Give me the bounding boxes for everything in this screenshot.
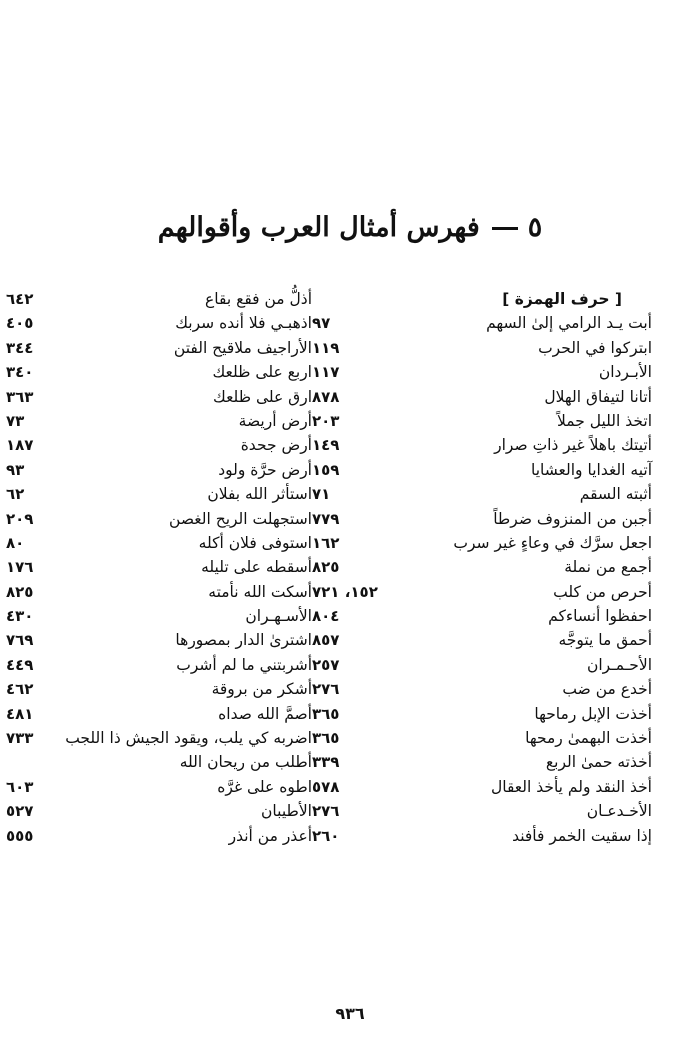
entry-page: ٤٨١ <box>6 704 34 723</box>
entry-page: ٢٠٩ <box>6 509 34 528</box>
letter-heading <box>352 287 652 311</box>
entry-text: أخذته حمىٰ الربع <box>545 753 652 772</box>
entry-page: ١٤٩ <box>312 436 340 455</box>
entry-page: ٣٣٩ <box>312 753 340 772</box>
index-entry <box>312 775 652 799</box>
index-entry <box>6 653 312 677</box>
entry-text: آتيه الغدايا والعشايا <box>530 460 652 479</box>
entry-text: أرض أريضة <box>238 411 312 430</box>
index-entry <box>6 360 312 384</box>
index-entry <box>312 726 652 750</box>
entry-page: ١٨٧ <box>6 436 34 455</box>
entry-page: ٤٤٩ <box>6 655 34 674</box>
index-entry <box>312 336 652 360</box>
index-entry <box>6 287 312 311</box>
entry-page: ٧١ <box>312 485 331 504</box>
entry-page: ٤٦٢ <box>6 680 34 699</box>
entry-page: ٢٧٦ <box>312 680 340 699</box>
entry-page: ٩٧ <box>312 314 331 333</box>
index-entry <box>312 311 652 335</box>
index-entry <box>312 628 652 652</box>
entry-page: ١٥٩ <box>312 460 340 479</box>
entry-text: أحمق ما يتوجَّه <box>558 631 652 650</box>
index-entry <box>6 580 312 604</box>
entry-text: اشترىٰ الدار بمصورها <box>175 631 312 650</box>
index-column-right <box>312 287 652 848</box>
entry-page: ٨٠٤ <box>312 607 340 626</box>
entry-text: الأطيبان <box>261 802 312 821</box>
index-entry <box>6 482 312 506</box>
entry-page: ٢٦٠ <box>312 826 340 845</box>
entry-text: أخذت البهمىٰ رمحها <box>525 729 652 748</box>
index-entry <box>312 531 652 555</box>
entry-page: ٣٦٣ <box>6 387 34 406</box>
index-entry <box>6 799 312 823</box>
entry-page: ٣٤٤ <box>6 338 34 357</box>
entry-text: أذلُّ من فقع بقاع <box>205 290 312 308</box>
entry-page: ٨٥٧ <box>312 631 340 650</box>
entry-text: ابتركوا في الحرب <box>538 338 652 357</box>
entry-text: أتانا لتيفاق الهلال <box>544 387 652 406</box>
entry-page: ١٦٢ <box>312 533 340 552</box>
entry-page: ٨٠ <box>6 533 25 552</box>
entry-page: ١٧٦ <box>6 558 34 577</box>
index-entry <box>312 580 652 604</box>
entry-text: أشربتني ما لم أشرب <box>176 655 312 674</box>
index-entry <box>312 677 652 701</box>
entry-page: ٧٣٣ <box>6 729 34 748</box>
entry-text: أخدع من ضب <box>562 680 652 699</box>
entry-page: ٧٦٩ <box>6 631 34 650</box>
entry-page: ٥٧٨ <box>312 777 340 796</box>
entry-text: أطلب من ريحان الله <box>179 753 312 772</box>
entry-text: أجمع من نملة <box>564 558 652 577</box>
index-entry <box>6 555 312 579</box>
entry-text: اطوه على غرَّه <box>217 777 312 796</box>
index-entry <box>6 604 312 628</box>
entry-text: أرض جحدة <box>240 436 312 455</box>
entry-text: اذهبـي فلا أنده سربك <box>175 314 312 333</box>
entry-page: ٤٠٥ <box>6 314 34 333</box>
index-entry <box>312 507 652 531</box>
entry-text: أرض حرَّة ولود <box>218 460 312 479</box>
index-entry <box>6 433 312 457</box>
title-dash <box>492 227 518 230</box>
letter-heading-text: [ حرف الهمزة ] <box>502 290 622 308</box>
entry-text: الأراجيف ملاقيح الفتن <box>173 338 312 357</box>
index-entry <box>312 702 652 726</box>
entry-text: إذا سقيت الخمر فأفند <box>512 826 652 845</box>
entry-text: أثبته السقم <box>579 485 652 504</box>
entry-page: ٤٣٠ <box>6 607 34 626</box>
entry-text: أجبن من المنزوف ضرطاً <box>493 509 652 528</box>
entry-text: استأثر الله بفلان <box>207 485 312 504</box>
entry-page: ٦٢ <box>6 485 25 504</box>
entry-text: الأسـهـران <box>245 607 312 626</box>
index-entry <box>312 604 652 628</box>
entry-page: ٦٤٢ <box>6 290 34 308</box>
entry-page: ١٥٢، ٧٢١ <box>312 582 378 601</box>
entry-text: أصمَّ الله صداه <box>218 704 312 723</box>
entry-text: أحرص من كلب <box>553 582 652 601</box>
entry-page: ٧٣ <box>6 411 25 430</box>
entry-text: احفظوا أنساءكم <box>548 607 652 626</box>
index-column-left <box>6 287 312 848</box>
title-text: فهرس أمثال العرب وأقوالهم <box>157 212 480 243</box>
entry-text: أخذت الإبل رماحها <box>534 704 652 723</box>
entry-text: أبت يـد الرامي إلىٰ السهم <box>486 314 652 333</box>
entry-page: ٢٥٧ <box>312 655 340 674</box>
index-entry <box>6 824 312 848</box>
entry-text: الأخـدعـان <box>586 802 652 821</box>
entry-page: ٦٠٣ <box>6 777 34 796</box>
index-entry <box>312 750 652 774</box>
entry-text: أتيتك باهلاً غير ذاتِ صرار <box>494 436 652 455</box>
entry-page: ١١٩ <box>312 338 340 357</box>
entry-page: ٥٢٧ <box>6 802 34 821</box>
index-entry <box>6 628 312 652</box>
page-number: ٩٣٦ <box>335 1004 365 1023</box>
index-entry <box>6 726 312 750</box>
entry-page: ٥٥٥ <box>6 826 34 845</box>
index-entry <box>312 360 652 384</box>
index-entry <box>6 702 312 726</box>
entry-page: ٨٧٨ <box>312 387 340 406</box>
entry-page: ٣٤٠ <box>6 363 34 382</box>
index-entry <box>312 555 652 579</box>
entry-page: ٢٧٦ <box>312 802 340 821</box>
index-entry <box>6 507 312 531</box>
entry-text: الأبـردان <box>598 363 652 382</box>
entry-page: ٣٦٥ <box>312 704 340 723</box>
index-entry <box>312 824 652 848</box>
entry-page: ١١٧ <box>312 363 340 382</box>
index-entry <box>312 653 652 677</box>
entry-page: ٩٣ <box>6 460 25 479</box>
entry-text: استجهلت الريح الغصن <box>169 509 312 528</box>
entry-text: أعذر من أنذر <box>228 826 312 845</box>
entry-page: ٣٦٥ <box>312 729 340 748</box>
entry-page: ٨٢٥ <box>312 558 340 577</box>
section-number: ٥ <box>527 212 543 243</box>
entry-page: ٨٢٥ <box>6 582 34 601</box>
index-entry <box>6 775 312 799</box>
index-entry <box>6 336 312 360</box>
entry-text: أسقطه على تليله <box>201 558 312 577</box>
index-entry <box>6 409 312 433</box>
entry-text: اجعل سرَّك في وعاءٍ غير سرب <box>453 533 652 552</box>
index-entry <box>312 385 652 409</box>
entry-text: ارق على ظلعك <box>213 387 312 406</box>
index-entry <box>6 458 312 482</box>
index-title <box>0 212 700 243</box>
entry-text: الأحـمـران <box>586 655 652 674</box>
entry-text: أسكت الله نأمته <box>208 582 312 601</box>
entry-text: أخذ النقد ولم يأخذ العقال <box>490 777 652 796</box>
index-entry <box>312 482 652 506</box>
entry-text: أشكر من بروقة <box>211 680 312 699</box>
entry-text: استوفى فلان أكله <box>198 533 312 552</box>
index-entry <box>312 433 652 457</box>
index-entry <box>312 799 652 823</box>
index-entry <box>6 531 312 555</box>
entry-page: ٢٠٣ <box>312 411 340 430</box>
index-entry <box>12 750 312 774</box>
entry-text: اتخذ الليل جملاً <box>557 411 652 430</box>
index-entry <box>312 409 652 433</box>
entry-page: ٧٧٩ <box>312 509 340 528</box>
entry-text: اربع على ظلعك <box>212 363 312 382</box>
index-entry <box>6 677 312 701</box>
index-entry <box>6 385 312 409</box>
index-entry <box>312 458 652 482</box>
index-entry <box>6 311 312 335</box>
entry-text: اضربه كي يلب، ويقود الجيش ذا اللجب <box>65 729 312 748</box>
